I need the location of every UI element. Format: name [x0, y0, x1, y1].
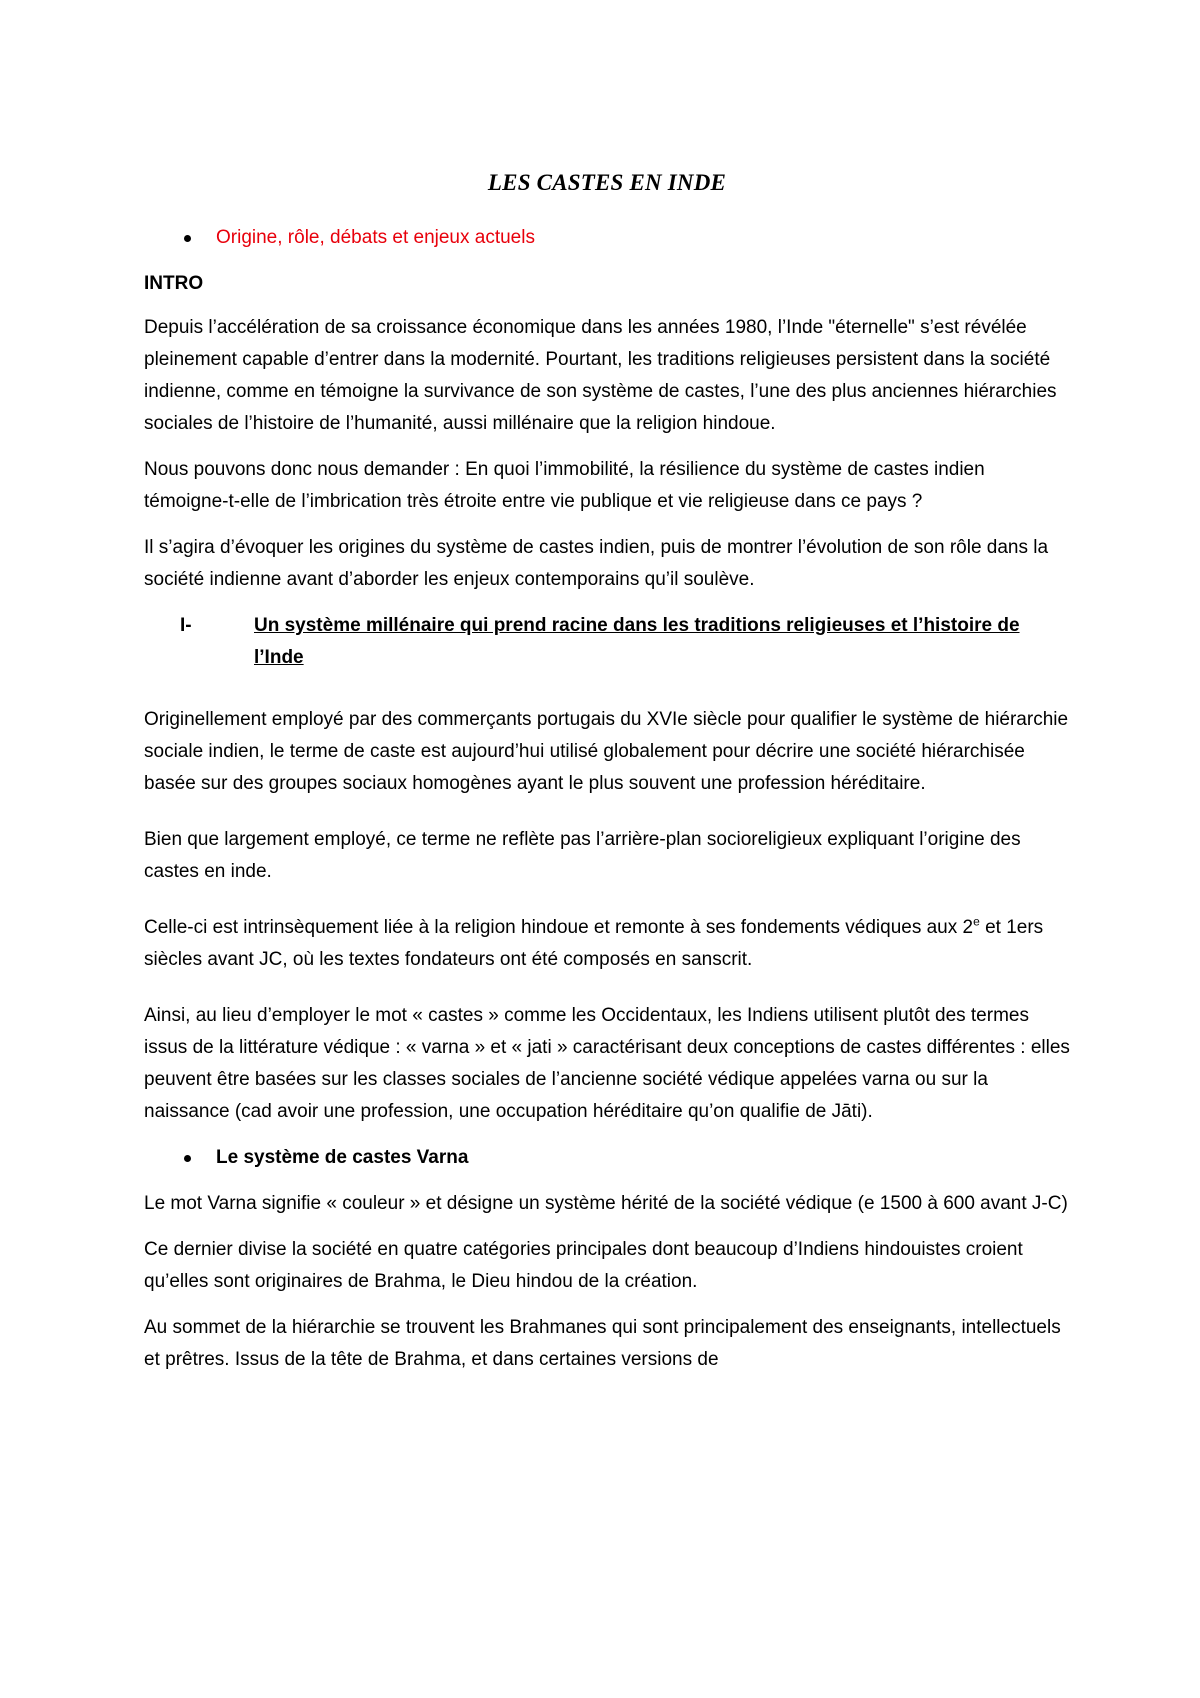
intro-paragraph-3: Il s’agira d’évoquer les origines du système de castes indien, puis de montrer l’évolution de son rôle dans la société indienne avant d’aborder les enjeux contemporains qu’il soulève. [144, 537, 1049, 590]
section-title: Un système millénaire qui prend racine dans les traditions religieuses et l’histoire de l’Inde [254, 615, 1020, 668]
subtitle-bullet [144, 222, 1070, 254]
intro-paragraph-2: Nous pouvons donc nous demander : En quoi l’immobilité, la résilience du système de castes indien témoigne-t-elle de l’imbrication très étroite entre vie publique et vie religieuse dans ce pays ? [144, 459, 985, 512]
section1-paragraph-1: Originellement employé par des commerçants portugais du XVIe siècle pour qualifier le système de hiérarchie sociale indien, le terme de caste est aujourd’hui utilisé globalement pour décrire une société hiérarchisée basée sur des groupes sociaux homogènes ayant le plus souvent une profession héréditaire. [144, 709, 1069, 794]
vedic-text-before: Celle-ci est intrinsèquement liée à la religion hindoue et remonte à ses fondements védiques aux 2 [144, 917, 974, 938]
vedic-paragraph [144, 912, 1070, 976]
vedic-text-after: et 1ers siècles avant JC, où les textes fondateurs ont été composés en sanscrit. [144, 917, 1044, 970]
subtitle-text: Origine, rôle, débats et enjeux actuels [216, 227, 535, 248]
varna-bullet [144, 1142, 1070, 1174]
document-body [144, 170, 1070, 1390]
terms-paragraph: Ainsi, au lieu d’employer le mot « castes » comme les Occidentaux, les Indiens utilisent plutôt des termes issus de la littérature védique : « varna » et « jati » caractérisant deux conceptions de castes différentes : elles peuvent être basées sur les classes sociales de l’ancienne société védique appelées varna ou sur la naissance (cad avoir une profession, une occupation héréditaire qu’on qualifie de Jāti). [144, 1005, 1070, 1122]
varna-paragraph-2: Ce dernier divise la société en quatre catégories principales dont beaucoup d’Indiens hindouistes croient qu’elles sont originaires de Brahma, le Dieu hindou de la création. [144, 1239, 1023, 1292]
intro-paragraph-1: Depuis l’accélération de sa croissance économique dans les années 1980, l’Inde "éternelle" s’est révélée pleinement capable d’entrer dans la modernité. Pourtant, les traditions religieuses persistent dans la société indienne, comme en témoigne la survivance de son système de castes, l’une des plus anciennes hiérarchies sociales de l’histoire de l’humanité, aussi millénaire que la religion hindoue. [144, 317, 1057, 434]
section-number: I- [180, 615, 192, 636]
bullet-dot-icon [184, 1155, 191, 1162]
intro-label: INTRO [144, 273, 204, 294]
section1-paragraph-2: Bien que largement employé, ce terme ne reflète pas l’arrière-plan socioreligieux expliquant l’origine des castes en inde. [144, 829, 1021, 882]
section-heading-1 [144, 610, 1070, 674]
varna-bullet-text: Le système de castes Varna [216, 1147, 469, 1168]
bullet-dot-icon [184, 235, 191, 242]
vedic-superscript: e [973, 914, 980, 929]
varna-paragraph-1: Le mot Varna signifie « couleur » et désigne un système hérité de la société védique (e 1500 à 600 avant J-C) [144, 1193, 1068, 1214]
document-title: LES CASTES EN INDE [487, 170, 727, 195]
varna-paragraph-3: Au sommet de la hiérarchie se trouvent les Brahmanes qui sont principalement des enseignants, intellectuels et prêtres. Issus de la tête de Brahma, et dans certaines versions de [144, 1317, 1061, 1370]
